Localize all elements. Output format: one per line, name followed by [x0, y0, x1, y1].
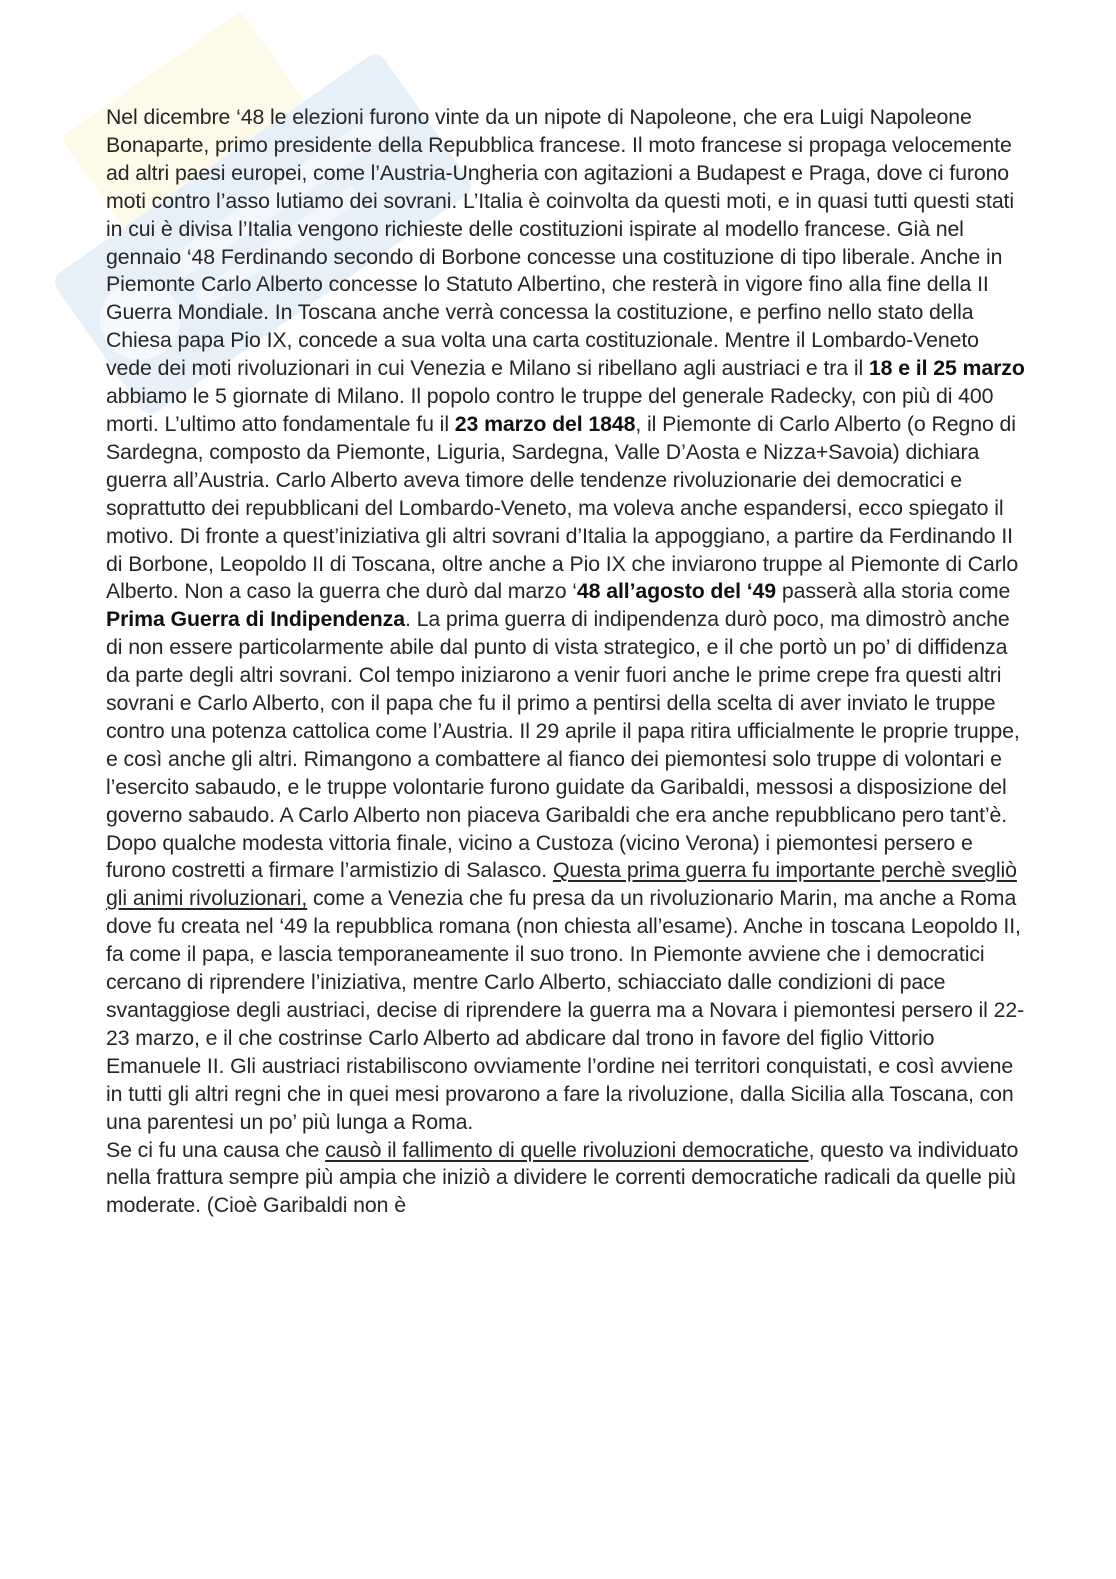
document-body	[106, 104, 1026, 1220]
text-run: Se ci fu una causa che	[106, 1137, 326, 1162]
text-run: , il Piemonte di Carlo Alberto (o Regno di Sardegna, composto da Piemonte, Liguria, Sardegna, Valle D’Aosta e Nizza+Savoia) dichiara guerra all’Austria. Carlo Alberto aveva timore delle tendenze rivoluzionarie dei democratici e soprattutto dei repubblicani del Lombardo-Veneto, ma voleva anche espandersi, ecco spiegato il motivo. Di fronte a quest’iniziativa gli altri sovrani d’Italia la appoggiano, a partire da Ferdinando II di Borbone, Leopoldo II di Toscana, oltre anche a Pio IX che inviarono truppe al Piemonte di Carlo Alberto. Non a caso la guerra che durò dal marzo ‘	[106, 411, 1019, 604]
text-run: Nel dicembre ‘48 le elezioni furono vinte da un nipote di Napoleone, che era Luigi Napoleone Bonaparte, primo presidente della Repubblica francese. Il moto francese si propaga velocemente ad altri paesi europei, come l’Austria-Ungheria con agitazioni a Budapest e Praga, dove ci furono moti contro l’asso lutiamo dei sovrani. L’Italia è coinvolta da questi moti, e in quasi tutti questi stati in cui è divisa l’Italia vengono richieste delle costituzioni ispirate al modello francese. Già nel gennaio ‘48 Ferdinando secondo di Borbone concesse una costituzione di tipo liberale. Anche in Piemonte Carlo Alberto concesse lo Statuto Albertino, che resterà in vigore fino alla fine della II Guerra Mondiale. In Toscana anche verrà concessa la costituzione, e perfino nello stato della Chiesa papa Pio IX, concede a sua volta una carta costituzionale. Mentre il Lombardo-Veneto vede dei moti rivoluzionari in cui Venezia e Milano si ribellano agli austriaci e tra il	[106, 105, 1015, 381]
paragraph	[106, 104, 1026, 1137]
underlined-text: Questa prima guerra fu importante perchè svegliò gli animi rivoluzionari,	[106, 858, 1017, 911]
bold-text: 48 all’agosto del ‘49	[576, 579, 777, 604]
bold-text: 23 marzo del 1848	[454, 411, 636, 436]
underlined-text: causò il fallimento di quelle rivoluzioni democratiche	[325, 1137, 809, 1162]
bold-text: Prima Guerra di Indipendenza	[106, 607, 405, 632]
paragraph	[106, 1137, 1026, 1221]
text-run: , questo va individuato nella frattura sempre più ampia che iniziò a dividere le correnti democratiche radicali da quelle più moderate. (Cioè Garibaldi non è	[106, 1137, 1019, 1218]
text-run: passerà alla storia come	[776, 579, 1011, 604]
text-run: abbiamo le 5 giornate di Milano. Il popolo contro le truppe del generale Radecky, con più di 400 morti. L’ultimo atto fondamentale fu il	[106, 384, 994, 436]
text-run: come a Venezia che fu presa da un rivoluzionario Marin, ma anche a Roma dove fu creata nel ‘49 la repubblica romana (non chiesta all’esame). Anche in toscana Leopoldo II, fa come il papa, e lascia temporaneamente il suo trono. In Piemonte avviene che i democratici cercano di riprendere l’iniziativa, mentre Carlo Alberto, schiacciato dalle condizioni di pace svantaggiose degli austriaci, decise di riprendere la guerra ma a Novara i piemontesi persero il 22-23 marzo, e il che costrinse Carlo Alberto ad abdicare dal trono in favore del figlio Vittorio Emanuele II. Gli austriaci ristabiliscono ovviamente l’ordine nei territori conquistati, e così avviene in tutti gli altri regni che in quei mesi provarono a fare la rivoluzione, dalla Sicilia alla Toscana, con una parentesi un po’ più lunga a Roma.	[106, 886, 1025, 1134]
bold-text: 18 e il 25 marzo	[868, 356, 1025, 381]
text-run: . La prima guerra di indipendenza durò poco, ma dimostrò anche di non essere particolarmente abile dal punto di vista strategico, e il che portò un po’ di diffidenza da parte degli altri sovrani. Col tempo iniziarono a venir fuori anche le prime crepe fra questi altri sovrani e Carlo Alberto, con il papa che fu il primo a pentirsi della scelta di aver inviato le truppe contro una potenza cattolica come l’Austria. Il 29 aprile il papa ritira ufficialmente le proprie truppe, e così anche gli altri. Rimangono a combattere al fianco dei piemontesi solo truppe di volontari e l’esercito sabaudo, e le truppe volontarie furono guidate da Garibaldi, messosi a disposizione del governo sabaudo. A Carlo Alberto non piaceva Garibaldi che era anche repubblicano pero tant’è. Dopo qualche modesta vittoria finale, vicino a Custoza (vicino Verona) i piemontesi persero e furono costretti a firmare l’armistizio di Salasco.	[106, 607, 1020, 883]
